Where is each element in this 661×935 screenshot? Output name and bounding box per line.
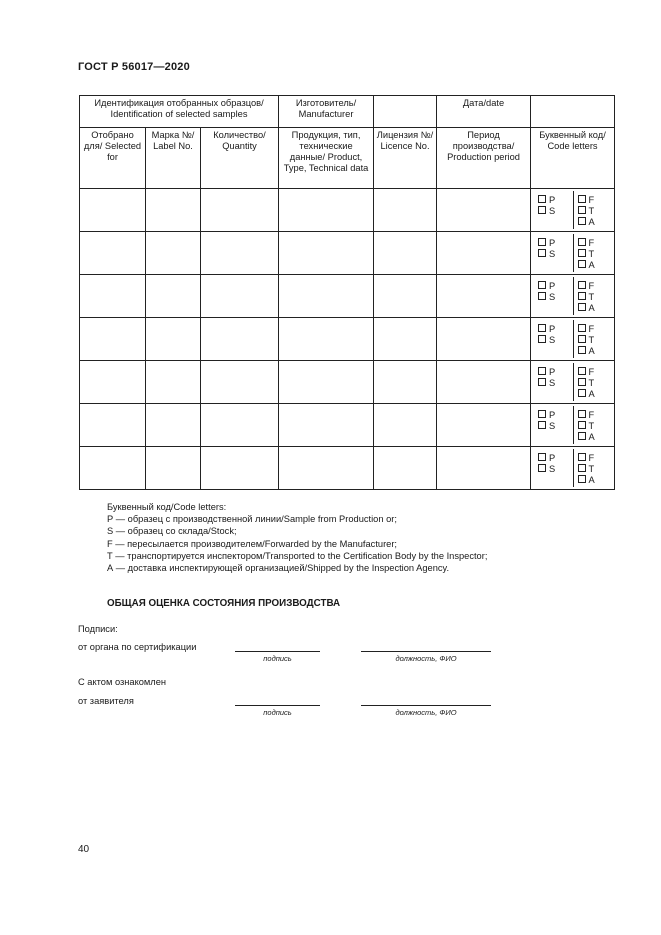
checkbox-a[interactable] xyxy=(578,217,586,225)
code-p-label: P xyxy=(549,238,556,248)
cell-product[interactable] xyxy=(279,189,374,232)
code-f-label: F xyxy=(588,367,595,377)
checkbox-t[interactable] xyxy=(578,464,586,472)
code-s-label: S xyxy=(549,249,556,259)
code-t-label: T xyxy=(588,335,595,345)
cell-code-letters xyxy=(531,447,615,490)
legend-f: F — пересылается производителем/Forwarded by the Manufacturer; xyxy=(107,538,398,549)
header-date: Дата/date xyxy=(437,96,531,128)
checkbox-t[interactable] xyxy=(578,249,586,257)
cert-body-signature-line[interactable] xyxy=(235,651,320,652)
cell-licence[interactable] xyxy=(374,447,437,490)
checkbox-p[interactable] xyxy=(538,238,546,246)
legend-s: S — образец со склада/Stock; xyxy=(107,526,237,537)
table-row xyxy=(80,404,615,447)
code-p-label: P xyxy=(549,195,556,205)
code-legend xyxy=(107,501,487,574)
assessment-title: ОБЩАЯ ОЦЕНКА СОСТОЯНИЯ ПРОИЗВОДСТВА xyxy=(107,598,341,609)
checkbox-a[interactable] xyxy=(578,475,586,483)
cell-product[interactable] xyxy=(279,232,374,275)
code-a-label: A xyxy=(588,303,595,313)
checkbox-s[interactable] xyxy=(538,378,546,386)
cell-licence[interactable] xyxy=(374,361,437,404)
cell-quantity[interactable] xyxy=(201,318,279,361)
code-a-label: A xyxy=(588,432,595,442)
checkbox-s[interactable] xyxy=(538,249,546,257)
cert-body-position-caption: должность, ФИО xyxy=(395,654,457,663)
cell-product[interactable] xyxy=(279,361,374,404)
code-p-label: P xyxy=(549,453,556,463)
cell-product[interactable] xyxy=(279,318,374,361)
code-t-label: T xyxy=(588,378,595,388)
cell-label-no[interactable] xyxy=(146,189,201,232)
code-f-label: F xyxy=(588,238,595,248)
cell-label-no[interactable] xyxy=(146,447,201,490)
code-a-label: A xyxy=(588,260,595,270)
code-p-label: P xyxy=(549,324,556,334)
checkbox-f[interactable] xyxy=(578,367,586,375)
legend-p: Р — образец с производственной линии/Sample from Production or; xyxy=(107,514,397,525)
cell-period[interactable] xyxy=(437,447,531,490)
checkbox-f[interactable] xyxy=(578,410,586,418)
cell-selected-for[interactable] xyxy=(80,404,146,447)
cell-licence[interactable] xyxy=(374,232,437,275)
table-subheader-row xyxy=(80,128,615,189)
code-s-label: S xyxy=(549,464,556,474)
checkbox-p[interactable] xyxy=(538,453,546,461)
code-p-label: P xyxy=(549,410,556,420)
code-s-label: S xyxy=(549,206,556,216)
header-code-letters: Буквенный код/ Code letters xyxy=(531,128,615,189)
checkbox-t[interactable] xyxy=(578,378,586,386)
cell-quantity[interactable] xyxy=(201,361,279,404)
cert-body-position-line[interactable] xyxy=(361,651,491,652)
cert-body-signature-caption: подпись xyxy=(263,654,292,663)
cell-code-letters xyxy=(531,189,615,232)
cell-selected-for[interactable] xyxy=(80,189,146,232)
legend-a: А — доставка инспектирующей организацией/Shipped by the Inspection Agency. xyxy=(107,563,450,574)
cell-period[interactable] xyxy=(437,189,531,232)
code-a-label: A xyxy=(588,475,595,485)
checkbox-t[interactable] xyxy=(578,335,586,343)
code-p-label: P xyxy=(549,367,556,377)
header-label-no: Марка №/ Label No. xyxy=(146,128,201,189)
cell-selected-for[interactable] xyxy=(80,232,146,275)
code-s-label: S xyxy=(549,335,556,345)
table-row xyxy=(80,189,615,232)
checkbox-f[interactable] xyxy=(578,238,586,246)
code-t-label: T xyxy=(588,464,595,474)
cell-code-letters xyxy=(531,318,615,361)
code-s-label: S xyxy=(549,378,556,388)
table-header-row xyxy=(80,96,615,128)
applicant-signature-caption: подпись xyxy=(263,708,292,717)
cell-period[interactable] xyxy=(437,232,531,275)
header-product: Продукция, тип, технические данные/ Product, Type, Technical data xyxy=(279,128,374,189)
table-row xyxy=(80,232,615,275)
cell-quantity[interactable] xyxy=(201,189,279,232)
checkbox-f[interactable] xyxy=(578,281,586,289)
table-row xyxy=(80,275,615,318)
legend-heading: Буквенный код/Code letters: xyxy=(107,502,227,512)
code-t-label: T xyxy=(588,206,595,216)
checkbox-p[interactable] xyxy=(538,195,546,203)
code-s-label: S xyxy=(549,292,556,302)
header-quantity: Количество/ Quantity xyxy=(201,128,279,189)
code-f-label: F xyxy=(588,453,595,463)
checkbox-t[interactable] xyxy=(578,421,586,429)
acquainted-label: С актом ознакомлен xyxy=(78,677,167,687)
signatures-label: Подписи: xyxy=(78,624,118,634)
code-s-label: S xyxy=(549,421,556,431)
cell-licence[interactable] xyxy=(374,404,437,447)
checkbox-a[interactable] xyxy=(578,260,586,268)
cell-product[interactable] xyxy=(279,447,374,490)
checkbox-f[interactable] xyxy=(578,324,586,332)
cell-code-letters xyxy=(531,361,615,404)
cell-product[interactable] xyxy=(279,275,374,318)
code-a-label: A xyxy=(588,346,595,356)
document-header: ГОСТ Р 56017—2020 xyxy=(78,61,190,73)
header-date-value[interactable] xyxy=(531,96,615,128)
checkbox-s[interactable] xyxy=(538,421,546,429)
cell-code-letters xyxy=(531,404,615,447)
checkbox-s[interactable] xyxy=(538,464,546,472)
cell-selected-for[interactable] xyxy=(80,361,146,404)
table-row xyxy=(80,361,615,404)
checkbox-f[interactable] xyxy=(578,195,586,203)
checkbox-a[interactable] xyxy=(578,346,586,354)
checkbox-t[interactable] xyxy=(578,292,586,300)
checkbox-a[interactable] xyxy=(578,303,586,311)
code-f-label: F xyxy=(588,281,595,291)
checkbox-p[interactable] xyxy=(538,410,546,418)
cell-period[interactable] xyxy=(437,361,531,404)
header-licence: Лицензия №/ Licence No. xyxy=(374,128,437,189)
from-cert-body-label: от органа по сертификации xyxy=(78,642,197,652)
header-empty xyxy=(374,96,437,128)
code-f-label: F xyxy=(588,195,595,205)
cell-licence[interactable] xyxy=(374,318,437,361)
checkbox-p[interactable] xyxy=(538,324,546,332)
checkbox-p[interactable] xyxy=(538,281,546,289)
cell-label-no[interactable] xyxy=(146,404,201,447)
checkbox-f[interactable] xyxy=(578,453,586,461)
cell-label-no[interactable] xyxy=(146,232,201,275)
cell-code-letters xyxy=(531,275,615,318)
cell-quantity[interactable] xyxy=(201,404,279,447)
cell-licence[interactable] xyxy=(374,189,437,232)
applicant-signature-line[interactable] xyxy=(235,705,320,706)
cell-period[interactable] xyxy=(437,275,531,318)
checkbox-s[interactable] xyxy=(538,335,546,343)
header-period: Период производства/ Production period xyxy=(437,128,531,189)
header-identification: Идентификация отобранных образцов/ Identification of selected samples xyxy=(80,96,279,128)
applicant-position-line[interactable] xyxy=(361,705,491,706)
checkbox-p[interactable] xyxy=(538,367,546,375)
page-number: 40 xyxy=(78,844,90,855)
from-applicant-label: от заявителя xyxy=(78,696,134,706)
code-t-label: T xyxy=(588,421,595,431)
header-selected-for: Отобрано для/ Selected for xyxy=(80,128,146,189)
code-t-label: T xyxy=(588,249,595,259)
checkbox-a[interactable] xyxy=(578,432,586,440)
cell-label-no[interactable] xyxy=(146,275,201,318)
checkbox-s[interactable] xyxy=(538,292,546,300)
cell-quantity[interactable] xyxy=(201,447,279,490)
samples-table xyxy=(79,95,615,490)
cell-quantity[interactable] xyxy=(201,232,279,275)
cell-selected-for[interactable] xyxy=(80,275,146,318)
table-row xyxy=(80,447,615,490)
cell-period[interactable] xyxy=(437,404,531,447)
cell-product[interactable] xyxy=(279,404,374,447)
table-row xyxy=(80,318,615,361)
code-f-label: F xyxy=(588,324,595,334)
checkbox-a[interactable] xyxy=(578,389,586,397)
checkbox-t[interactable] xyxy=(578,206,586,214)
header-manufacturer: Изготовитель/ Manufacturer xyxy=(279,96,374,128)
cell-code-letters xyxy=(531,232,615,275)
code-t-label: T xyxy=(588,292,595,302)
code-p-label: P xyxy=(549,281,556,291)
cell-label-no[interactable] xyxy=(146,318,201,361)
cell-quantity[interactable] xyxy=(201,275,279,318)
cell-label-no[interactable] xyxy=(146,361,201,404)
code-f-label: F xyxy=(588,410,595,420)
cell-selected-for[interactable] xyxy=(80,318,146,361)
checkbox-s[interactable] xyxy=(538,206,546,214)
legend-t: Т — транспортируется инспектором/Transported to the Certification Body by the Inspector; xyxy=(107,550,488,561)
cell-licence[interactable] xyxy=(374,275,437,318)
cell-selected-for[interactable] xyxy=(80,447,146,490)
code-a-label: A xyxy=(588,389,595,399)
applicant-position-caption: должность, ФИО xyxy=(395,708,457,717)
code-a-label: A xyxy=(588,217,595,227)
cell-period[interactable] xyxy=(437,318,531,361)
